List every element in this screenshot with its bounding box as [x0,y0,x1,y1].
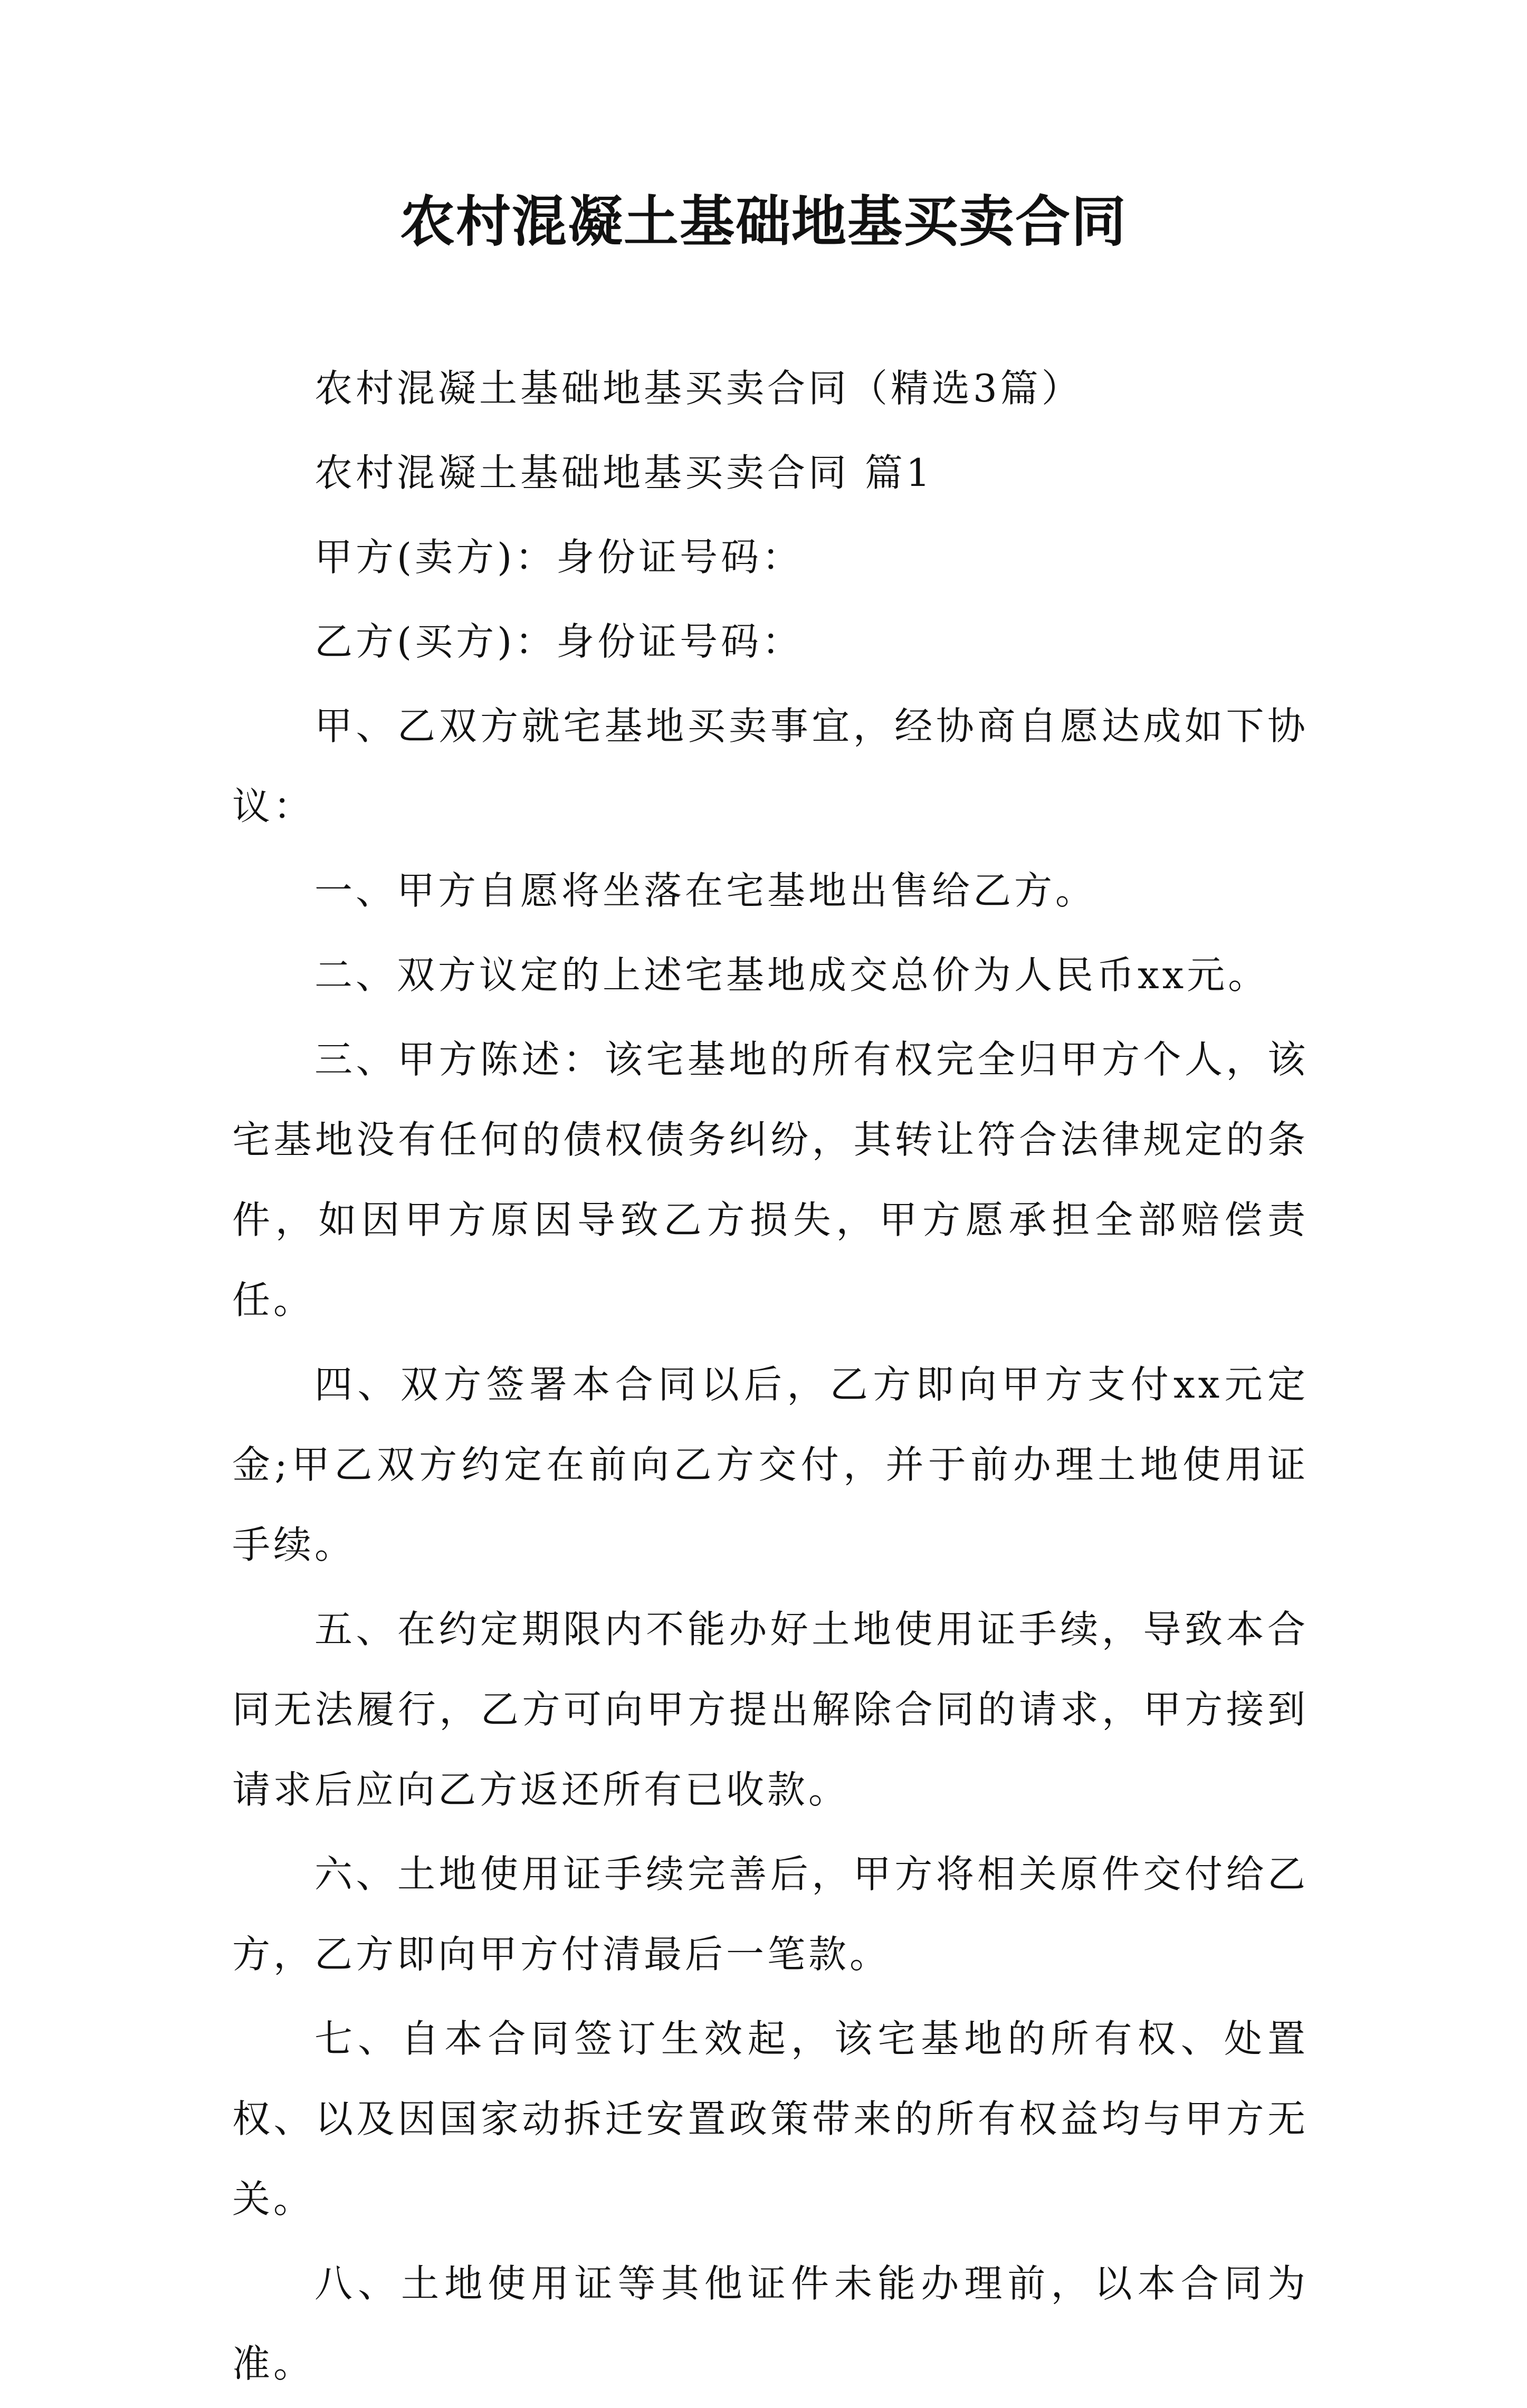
paragraph-subtitle: 农村混凝土基础地基买卖合同（精选3篇） [314,366,1083,410]
document-title: 农村混凝土基础地基买卖合同 [399,189,1127,254]
paragraph-clause-1: 一、甲方自愿将坐落在宅基地出售给乙方。 [314,868,1097,913]
paragraph-preamble: 甲、乙双方就宅基地买卖事宜，经协商自愿达成如下协议： [232,704,1309,828]
paragraph-clause-2: 二、双方议定的上述宅基地成交总价为人民币xx元。 [314,953,1270,997]
document-body [232,348,1309,2408]
paragraph-party-a: 甲方(卖方)：身份证号码： [314,535,804,579]
paragraph-clause-4: 四、双方签署本合同以后，乙方即向甲方支付xx元定金;甲乙双方约定在前向乙方交付，并于前办理土地使用证手续。 [232,1362,1309,1567]
paragraph-clause-3: 三、甲方陈述：该宅基地的所有权完全归甲方个人，该宅基地没有任何的债权债务纠纷，其转让符合法律规定的条件，如因甲方原因导致乙方损失，甲方愿承担全部赔偿责任。 [232,1037,1309,1322]
paragraph-clause-8: 八、土地使用证等其他证件未能办理前，以本合同为准。 [232,2261,1309,2386]
paragraph-section-heading: 农村混凝土基础地基买卖合同 篇1 [314,451,933,495]
paragraph-party-b: 乙方(买方)：身份证号码： [314,619,804,664]
paragraph-clause-7: 七、自本合同签订生效起，该宅基地的所有权、处置权、以及因国家动拆迁安置政策带来的所有权益均与甲方无关。 [232,2017,1309,2221]
paragraph-clause-5: 五、在约定期限内不能办好土地使用证手续，导致本合同无法履行，乙方可向甲方提出解除合同的请求，甲方接到请求后应向乙方返还所有已收款。 [232,1607,1309,1812]
paragraph-clause-6: 六、土地使用证手续完善后，甲方将相关原件交付给乙方，乙方即向甲方付清最后一笔款。 [232,1852,1309,1976]
